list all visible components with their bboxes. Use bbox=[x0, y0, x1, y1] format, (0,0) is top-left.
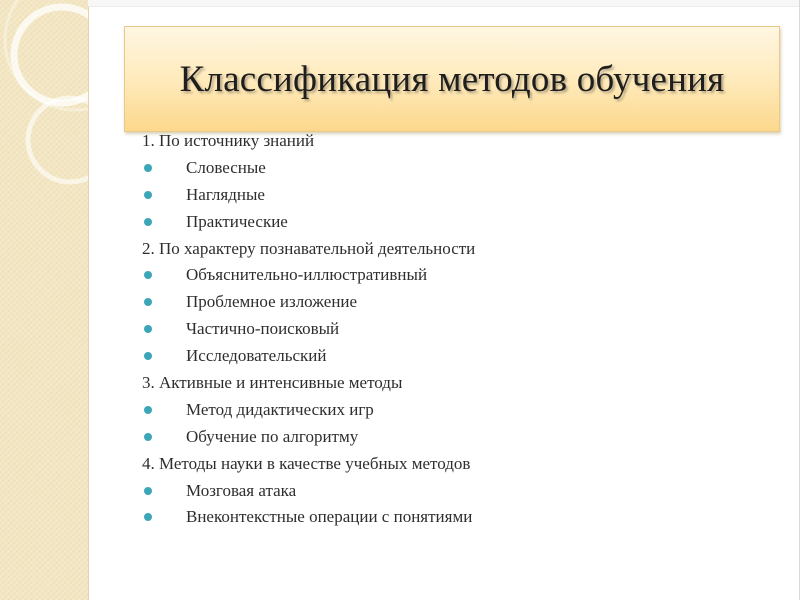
bullet-dot-icon bbox=[144, 433, 152, 441]
bullet-dot-icon bbox=[144, 271, 152, 279]
bullet-dot-icon bbox=[144, 325, 152, 333]
list-item-text: Объяснительно-иллюстративный bbox=[186, 265, 428, 285]
bullet-dot-icon bbox=[144, 218, 152, 226]
slide-title: Классификация методов обучения bbox=[179, 58, 725, 100]
bullet-dot-icon bbox=[144, 406, 152, 414]
list-item bbox=[142, 316, 782, 343]
section-heading: 3. Активные и интенсивные методы bbox=[142, 373, 403, 393]
bullet-dot-icon bbox=[144, 513, 152, 521]
title-box bbox=[124, 26, 780, 132]
list-item-text: Мозговая атака bbox=[186, 480, 297, 500]
section-heading: 4. Методы науки в качестве учебных методов bbox=[142, 453, 471, 473]
list-item-text: Частично-поисковый bbox=[186, 319, 340, 339]
bullet-dot-icon bbox=[144, 164, 152, 172]
list-item bbox=[142, 262, 782, 289]
list-item bbox=[142, 478, 782, 505]
list-item-text: Метод дидактических игр bbox=[186, 399, 374, 419]
circle-arcs-decoration bbox=[0, 0, 88, 600]
list-item bbox=[142, 397, 782, 424]
left-decorative-panel bbox=[0, 0, 89, 600]
list-item bbox=[142, 182, 782, 209]
bullet-dot-icon bbox=[144, 191, 152, 199]
content-list bbox=[142, 128, 782, 531]
list-item bbox=[142, 209, 782, 236]
bullet-dot-icon bbox=[144, 298, 152, 306]
list-item bbox=[142, 424, 782, 451]
section-heading: 2. По характеру познавательной деятельности bbox=[142, 238, 476, 258]
list-item bbox=[142, 343, 782, 370]
list-item-text: Словесные bbox=[186, 157, 266, 177]
bullet-dot-icon bbox=[144, 487, 152, 495]
top-strip bbox=[88, 0, 800, 7]
list-item-text: Обучение по алгоритму bbox=[186, 426, 359, 446]
list-item-text: Внеконтекстные операции с понятиями bbox=[186, 507, 473, 527]
list-item-text: Наглядные bbox=[186, 184, 265, 204]
section-heading: 1. По источнику знаний bbox=[142, 131, 315, 150]
list-item bbox=[142, 504, 782, 531]
list-item bbox=[142, 155, 782, 182]
list-item-text: Исследовательский bbox=[186, 346, 327, 366]
list-item-text: Проблемное изложение bbox=[186, 292, 358, 312]
list-item bbox=[142, 289, 782, 316]
list-item-text: Практические bbox=[186, 211, 288, 231]
bullet-dot-icon bbox=[144, 352, 152, 360]
